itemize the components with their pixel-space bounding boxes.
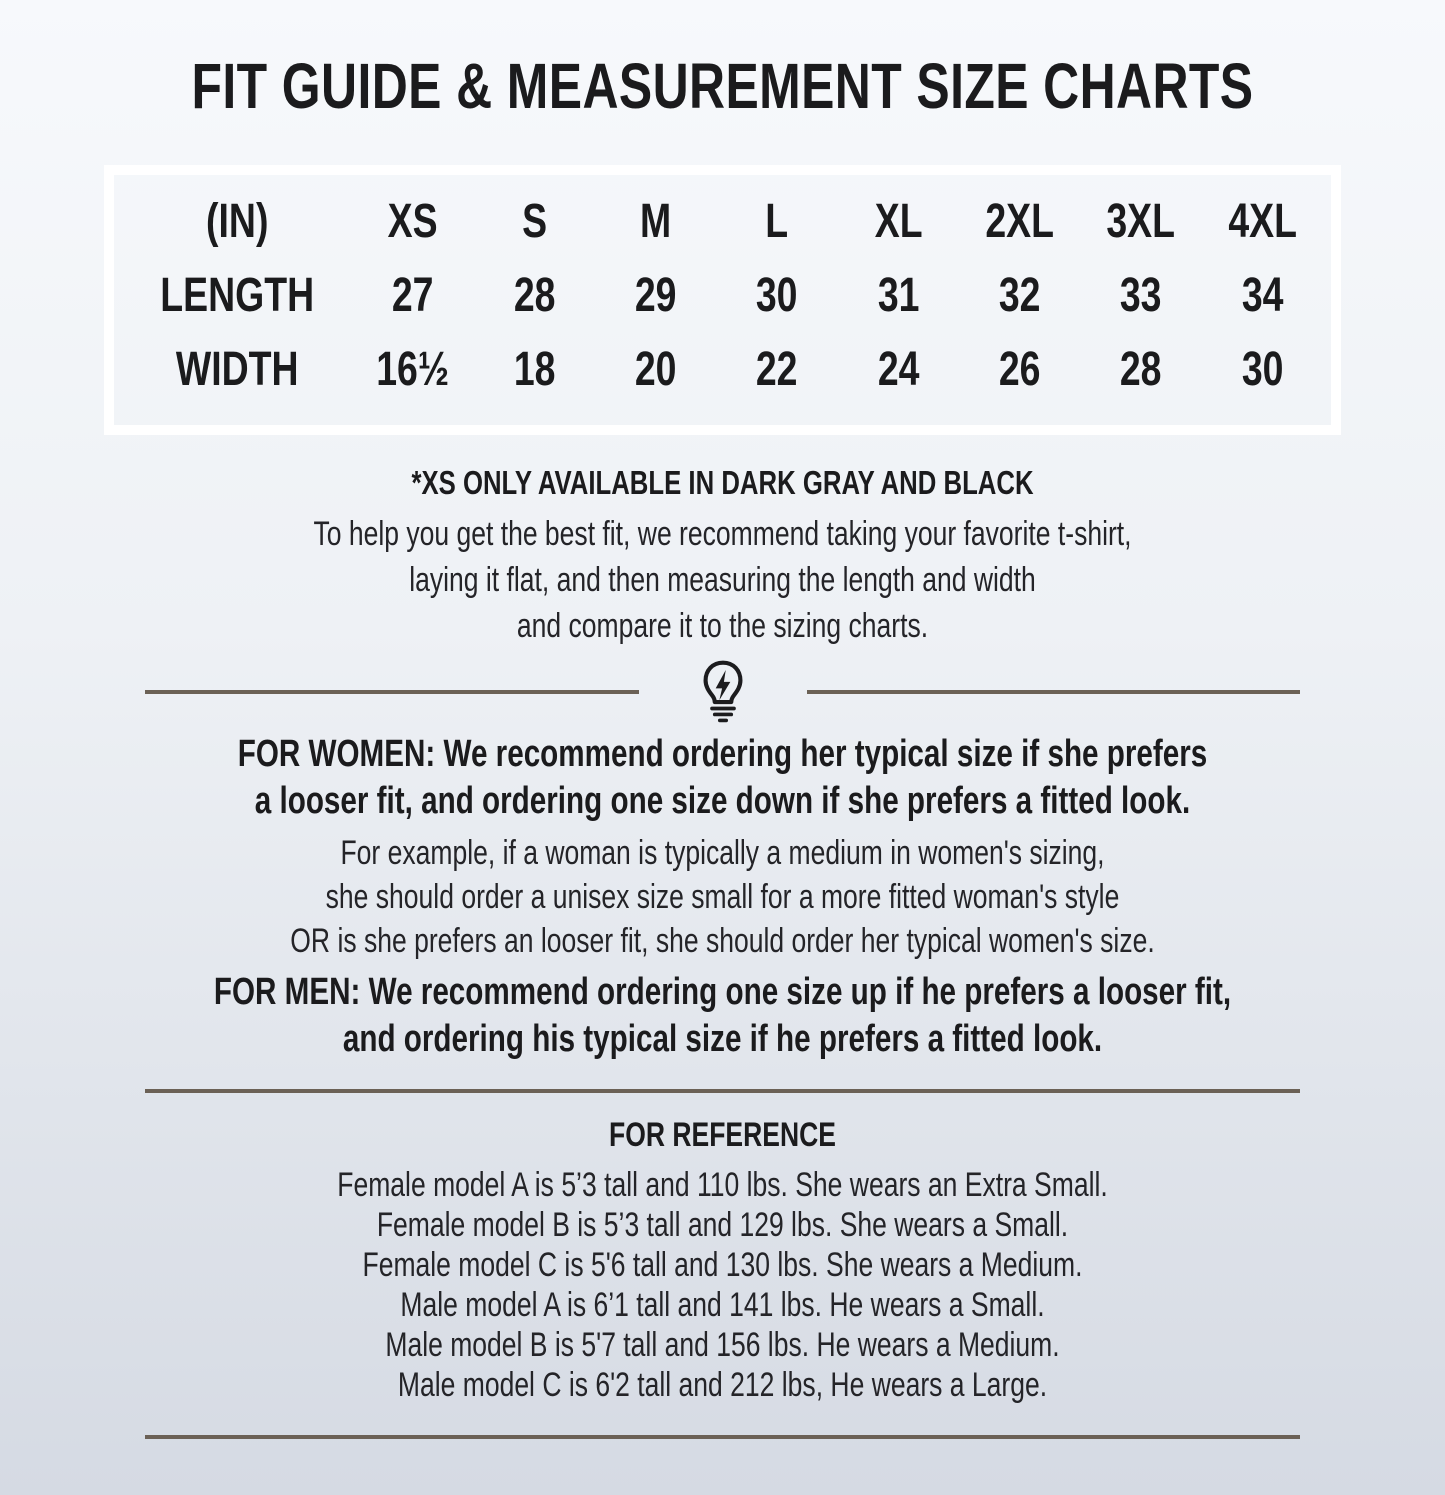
size-col-header-s: S: [521, 194, 547, 248]
length-value-4xl: 34: [1241, 268, 1284, 322]
for-women-recommendation: [0, 731, 1445, 825]
length-value-xl: 31: [877, 268, 920, 322]
size-chart-table: [122, 185, 1323, 407]
size-col-header-3xl: 3XL: [1106, 194, 1176, 248]
size-chart-frame: [104, 165, 1341, 435]
bottom-divider: [145, 1435, 1300, 1439]
size-chart-unit-label: (IN): [206, 194, 269, 248]
for-women-line: FOR WOMEN: We recommend ordering her typical size if she prefers: [237, 732, 1208, 775]
women-example-paragraph: [0, 831, 1445, 963]
lightbulb-divider: [145, 659, 1300, 725]
length-value-xs: 27: [392, 268, 434, 322]
size-col-header-l: L: [765, 194, 789, 248]
width-value-m: 20: [634, 342, 677, 396]
size-col-header-4xl: 4XL: [1227, 194, 1297, 248]
women-example-line: OR is she prefers an looser fit, she should order her typical women's size.: [290, 921, 1155, 960]
reference-line: Female model A is 5’3 tall and 110 lbs. She wears an Extra Small.: [337, 1165, 1108, 1204]
length-value-m: 29: [634, 268, 677, 322]
fit-tip-line: laying it flat, and then measuring the length and width: [409, 560, 1036, 599]
width-value-3xl: 28: [1120, 342, 1162, 396]
width-value-s: 18: [513, 342, 556, 396]
reference-line: Male model C is 6'2 tall and 212 lbs, He wears a Large.: [397, 1365, 1048, 1404]
length-value-2xl: 32: [998, 268, 1041, 322]
length-value-s: 28: [513, 268, 556, 322]
women-example-line: she should order a unisex size small for a more fitted woman's style: [325, 877, 1120, 916]
reference-line: Female model B is 5’3 tall and 129 lbs. She wears a Small.: [376, 1205, 1069, 1244]
fit-guide-page: [0, 50, 1445, 1439]
fit-tip-paragraph: [0, 511, 1445, 649]
width-value-xl: 24: [877, 342, 920, 396]
divider-line-right: [807, 690, 1301, 694]
divider-line-left: [145, 690, 639, 694]
length-value-3xl: 33: [1120, 268, 1162, 322]
lightbulb-bolt-icon: [697, 659, 749, 725]
length-row-label: LENGTH: [160, 268, 315, 322]
size-col-header-xs: XS: [388, 194, 439, 248]
for-men-recommendation: [0, 969, 1445, 1063]
size-col-header-m: M: [640, 194, 672, 248]
reference-line: Male model B is 5'7 tall and 156 lbs. He wears a Medium.: [385, 1325, 1060, 1364]
fit-tip-line: To help you get the best fit, we recommend taking your favorite t-shirt,: [313, 514, 1132, 553]
width-value-l: 22: [756, 342, 798, 396]
xs-availability-note: *XS ONLY AVAILABLE IN DARK GRAY AND BLACK: [411, 463, 1034, 501]
reference-line: Male model A is 6’1 tall and 141 lbs. He wears a Small.: [400, 1285, 1045, 1324]
size-col-header-2xl: 2XL: [985, 194, 1055, 248]
fit-tip-line: and compare it to the sizing charts.: [516, 606, 929, 645]
for-men-line: FOR MEN: We recommend ordering one size up if he prefers a looser fit,: [213, 970, 1232, 1013]
for-women-line: a looser fit, and ordering one size down if she prefers a fitted look.: [254, 779, 1191, 822]
reference-list: [0, 1165, 1445, 1405]
width-value-xs: 16½: [376, 342, 450, 396]
for-men-line: and ordering his typical size if he prefers a fitted look.: [342, 1017, 1103, 1060]
section-divider: [145, 1089, 1300, 1093]
width-value-4xl: 30: [1241, 342, 1284, 396]
width-row-label: WIDTH: [175, 342, 299, 396]
reference-line: Female model C is 5'6 tall and 130 lbs. She wears a Medium.: [362, 1245, 1083, 1284]
reference-heading: FOR REFERENCE: [609, 1115, 836, 1154]
width-value-2xl: 26: [998, 342, 1041, 396]
page-title: FIT GUIDE & MEASUREMENT SIZE CHARTS: [191, 50, 1254, 122]
length-value-l: 30: [756, 268, 798, 322]
size-col-header-xl: XL: [874, 194, 923, 248]
women-example-line: For example, if a woman is typically a medium in women's sizing,: [340, 833, 1105, 872]
